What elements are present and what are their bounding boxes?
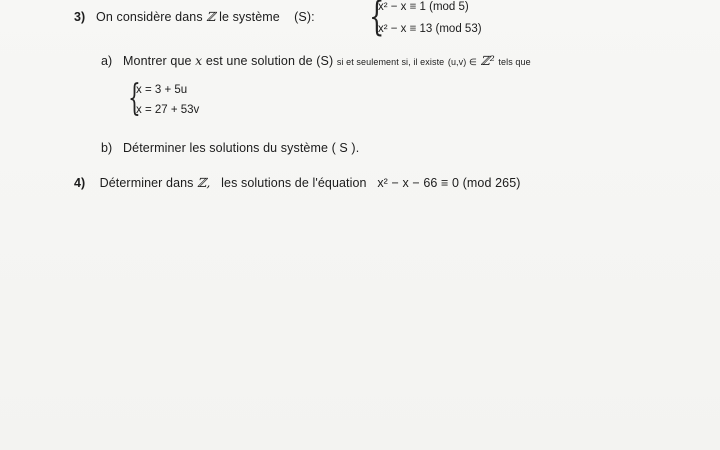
system-brace: { xyxy=(369,0,385,40)
part-text: est une solution de xyxy=(205,54,313,68)
question-text: les solutions de l'équation xyxy=(221,176,367,190)
integers-squared-symbol: ℤ² xyxy=(480,53,495,68)
system-equation-1: x² − x ≡ 1 (mod 5) xyxy=(378,1,469,13)
part-a xyxy=(101,53,531,68)
congruence-brace: { xyxy=(128,78,141,119)
congruence-1: x = 3 + 5u xyxy=(136,84,188,96)
variable-x: x xyxy=(195,53,203,68)
integers-symbol: ℤ, xyxy=(197,175,211,190)
part-label: b) xyxy=(101,141,113,155)
pair-uv: (u,v) ∈ xyxy=(447,57,477,67)
integers-symbol: ℤ xyxy=(206,9,216,24)
question-text: le système xyxy=(219,10,280,24)
part-label: a) xyxy=(101,54,113,68)
part-text: tels que xyxy=(498,57,531,67)
question-text: On considère dans xyxy=(96,10,203,24)
system-label: (S): xyxy=(294,10,315,24)
part-text: Montrer que xyxy=(123,54,192,68)
question-number: 4) xyxy=(74,176,86,190)
congruence-2: x = 27 + 53v xyxy=(136,104,200,116)
part-text: Déterminer les solutions du système ( S ). xyxy=(123,141,360,155)
question-text: Déterminer dans xyxy=(99,176,194,190)
question-number: 3) xyxy=(74,10,86,24)
question-3 xyxy=(74,9,315,24)
question-4 xyxy=(74,175,521,190)
part-b xyxy=(101,141,359,155)
equation: x² − x − 66 ≡ 0 (mod 265) xyxy=(377,176,521,190)
part-text: si et seulement si, il existe xyxy=(336,57,445,67)
system-equation-2: x² − x ≡ 13 (mod 53) xyxy=(378,23,482,35)
system-ref: (S) xyxy=(316,54,334,68)
